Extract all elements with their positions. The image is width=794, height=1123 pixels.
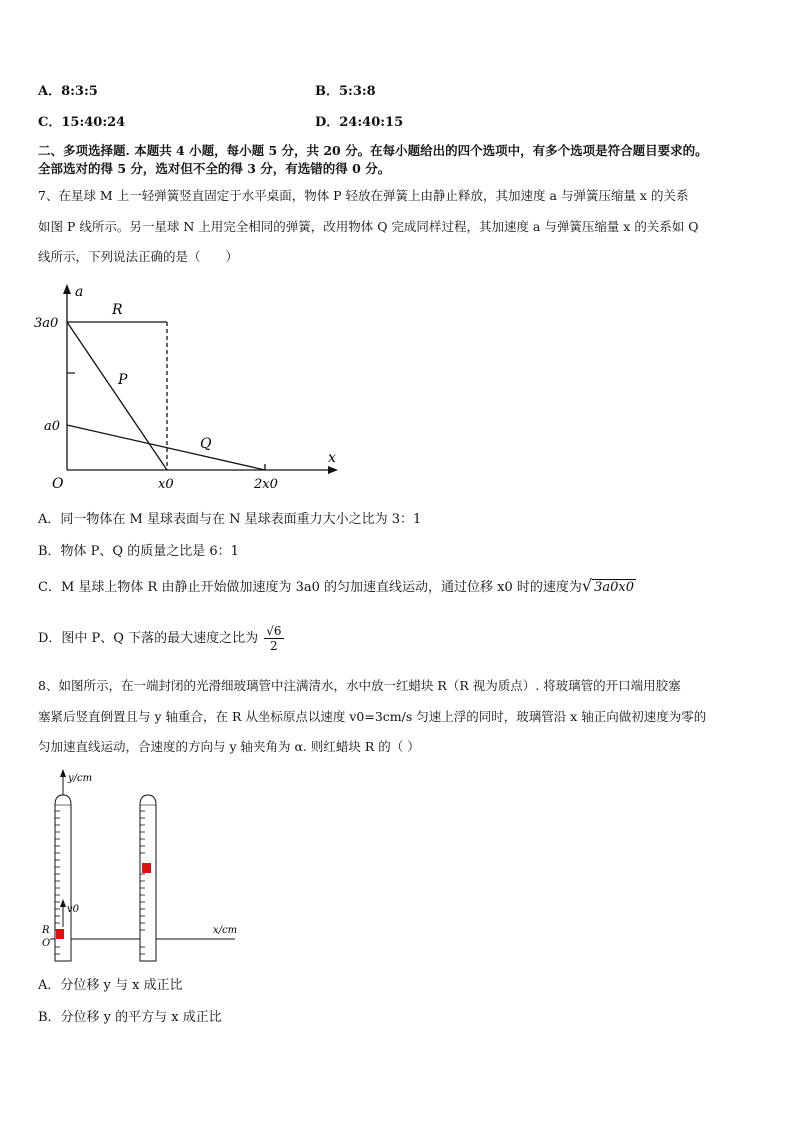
q7-option-d [38, 624, 284, 654]
y-axis-arrow [63, 284, 71, 294]
label-x0: x0 [158, 477, 174, 492]
label-x-axis: x [328, 450, 336, 466]
fraction-numerator: √6 [266, 624, 282, 638]
q8-stem-line1: 8、如图所示，在一端封闭的光滑细玻璃管中注满清水，水中放一红蜡块 R（R 视为质点）. 将玻璃管的开口端用胶塞 [38, 678, 681, 693]
sqrt-sign: √ [581, 576, 593, 595]
red-block-start [56, 929, 64, 939]
red-block-later [142, 863, 151, 873]
label-r: R [42, 925, 50, 936]
label-x-axis: x/cm [213, 925, 238, 936]
q6-option-c: C．15:40:24 [38, 115, 126, 130]
label-2x0: 2x0 [254, 477, 278, 492]
y-axis-arrow [60, 769, 66, 777]
glass-tube-right [140, 795, 156, 961]
label-p: P [118, 372, 128, 388]
q8-tube-figure [30, 765, 250, 965]
fraction [264, 624, 283, 653]
label-a0: a0 [44, 419, 61, 434]
q-line [67, 425, 265, 470]
label-q: Q [200, 436, 212, 452]
label-origin: O [52, 476, 64, 492]
q6-option-d: D．24:40:15 [315, 115, 404, 130]
section2-line1: 二、多项选择题. 本题共 4 小题，每小题 5 分，共 20 分。在每小题给出的四个选项中，有多个选项是符合题目要求的。 [38, 143, 708, 158]
q6-option-a: A．8:3:5 [38, 84, 98, 99]
q7-graph [30, 278, 350, 498]
q7-option-a: A．同一物体在 M 星球表面与在 N 星球表面重力大小之比为 3：1 [38, 512, 422, 527]
q6-option-b: B．5:3:8 [315, 84, 376, 99]
q8-stem-line3: 匀加速直线运动，合速度的方向与 y 轴夹角为 α. 则红蜡块 R 的（ ） [38, 739, 420, 754]
q8-option-a: A．分位移 y 与 x 成正比 [38, 978, 183, 993]
label-r: R [112, 302, 123, 318]
q7-stem-line1: 7、在星球 M 上一轻弹簧竖直固定于水平桌面，物体 P 轻放在弹簧上由静止释放，其加速度 a 与弹簧压缩量 x 的关系 [38, 188, 689, 203]
label-3a0: 3a0 [34, 316, 59, 331]
x-axis-arrow [328, 466, 338, 474]
label-y-axis: a [75, 284, 84, 300]
label-o: O [42, 938, 51, 949]
q7-option-d-text: D．图中 P、Q 下落的最大速度之比为 [38, 631, 259, 646]
q7-stem-line3: 线所示，下列说法正确的是（ ） [38, 249, 239, 264]
q8-option-b: B．分位移 y 的平方与 x 成正比 [38, 1010, 222, 1025]
q7-option-c-sqrt: 3a0x0 [594, 580, 634, 595]
fraction-denominator: 2 [270, 639, 278, 653]
q7-option-c-text: C．M 星球上物体 R 由静止开始做加速度为 3a0 的匀加速直线运动，通过位移 x0 时的速度为 [38, 580, 582, 595]
q8-stem-line2: 塞紧后竖直倒置且与 y 轴重合，在 R 从坐标原点以速度 v0=3cm/s 匀速上浮的同时，玻璃管沿 x 轴正向做初速度为零的 [38, 709, 707, 724]
q7-stem-line2: 如图 P 线所示。另一星球 N 上用完全相同的弹簧，改用物体 Q 完成同样过程，其加速度 a 与弹簧压缩量 x 的关系如 Q [38, 219, 699, 234]
label-y-axis: y/cm [68, 773, 93, 784]
q7-option-b: B．物体 P、Q 的质量之比是 6：1 [38, 544, 239, 559]
p-line [67, 322, 167, 470]
section2-line2: 全部选对的得 5 分，选对但不全的得 3 分，有选错的得 0 分。 [38, 161, 391, 176]
q7-option-c [38, 578, 636, 596]
label-v0: v0 [67, 904, 80, 915]
